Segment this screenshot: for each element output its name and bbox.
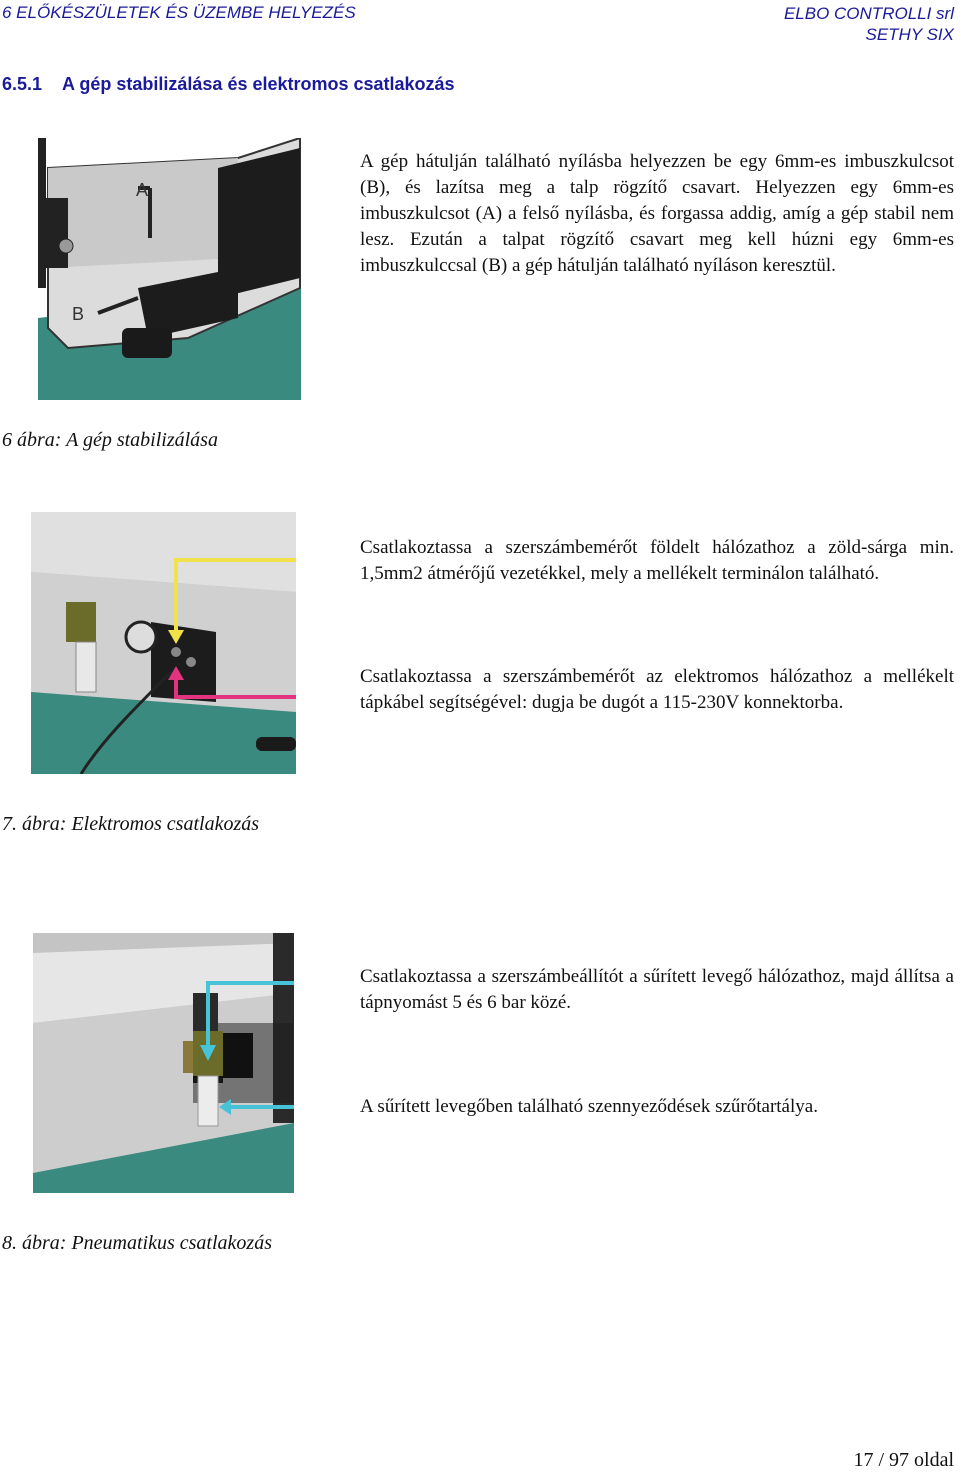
- figure-7-description-power: Csatlakoztassa a szerszámbemérőt az elektromos hálózathoz a mellékelt tápkábel segítségével: dugja be dugót a 115-230V konnektorba.: [360, 666, 954, 713]
- figure-8-pneumatic-image: [33, 933, 294, 1193]
- figure-6-stabilization-image: [38, 138, 301, 400]
- figure-8-caption: 8. ábra: Pneumatikus csatlakozás: [2, 1232, 272, 1254]
- figure-8-description-filter: A sűrített levegőben található szennyeződések szűrőtartálya.: [360, 1096, 818, 1117]
- section-heading: A gép stabilizálása és elektromos csatlakozás: [62, 74, 455, 94]
- figure-6-label-b: B: [72, 304, 85, 324]
- figure-7-electrical-image: [31, 512, 296, 774]
- header-company-name: ELBO CONTROLLI srl: [783, 4, 954, 23]
- section-number: 6.5.1: [2, 74, 43, 94]
- figure-6-description: A gép hátulján található nyílásba helyezzen be egy 6mm-es imbuszkulcsot (B), és lazítsa meg a talp rögzítő csavart. Helyezzen egy 6mm-es imbuszkulcsot (A) a felső nyílásba, és forgassa addig, amíg a gép stabil nem lesz. Ezután a talpat rögzítő csavart meg kell húzni egy 6mm-es imbuszkulccsal (B) a gép hátulján található nyíláson keresztül.: [360, 151, 954, 276]
- figure-7-caption: 7. ábra: Elektromos csatlakozás: [2, 813, 260, 835]
- header-chapter: 6 ELŐKÉSZÜLETEK ÉS ÜZEMBE HELYEZÉS: [2, 3, 356, 22]
- page-number: 17 / 97 oldal: [853, 1449, 954, 1471]
- figure-6-label-a: A: [136, 180, 149, 200]
- figure-6-caption: 6 ábra: A gép stabilizálása: [2, 429, 218, 451]
- header-company: [784, 3, 954, 45]
- figure-8-description-air: Csatlakoztassa a szerszámbeállítót a sűrített levegő hálózathoz, majd állítsa a tápnyomást 5 és 6 bar közé.: [360, 966, 954, 1013]
- header-product-name: SETHY SIX: [865, 25, 954, 44]
- section-title: [2, 74, 455, 95]
- figure-7-description-ground: Csatlakoztassa a szerszámbemérőt földelt hálózathoz a zöld-sárga min. 1,5mm2 átmérőjű vezetékkel, mely a mellékelt terminálon található.: [360, 537, 954, 584]
